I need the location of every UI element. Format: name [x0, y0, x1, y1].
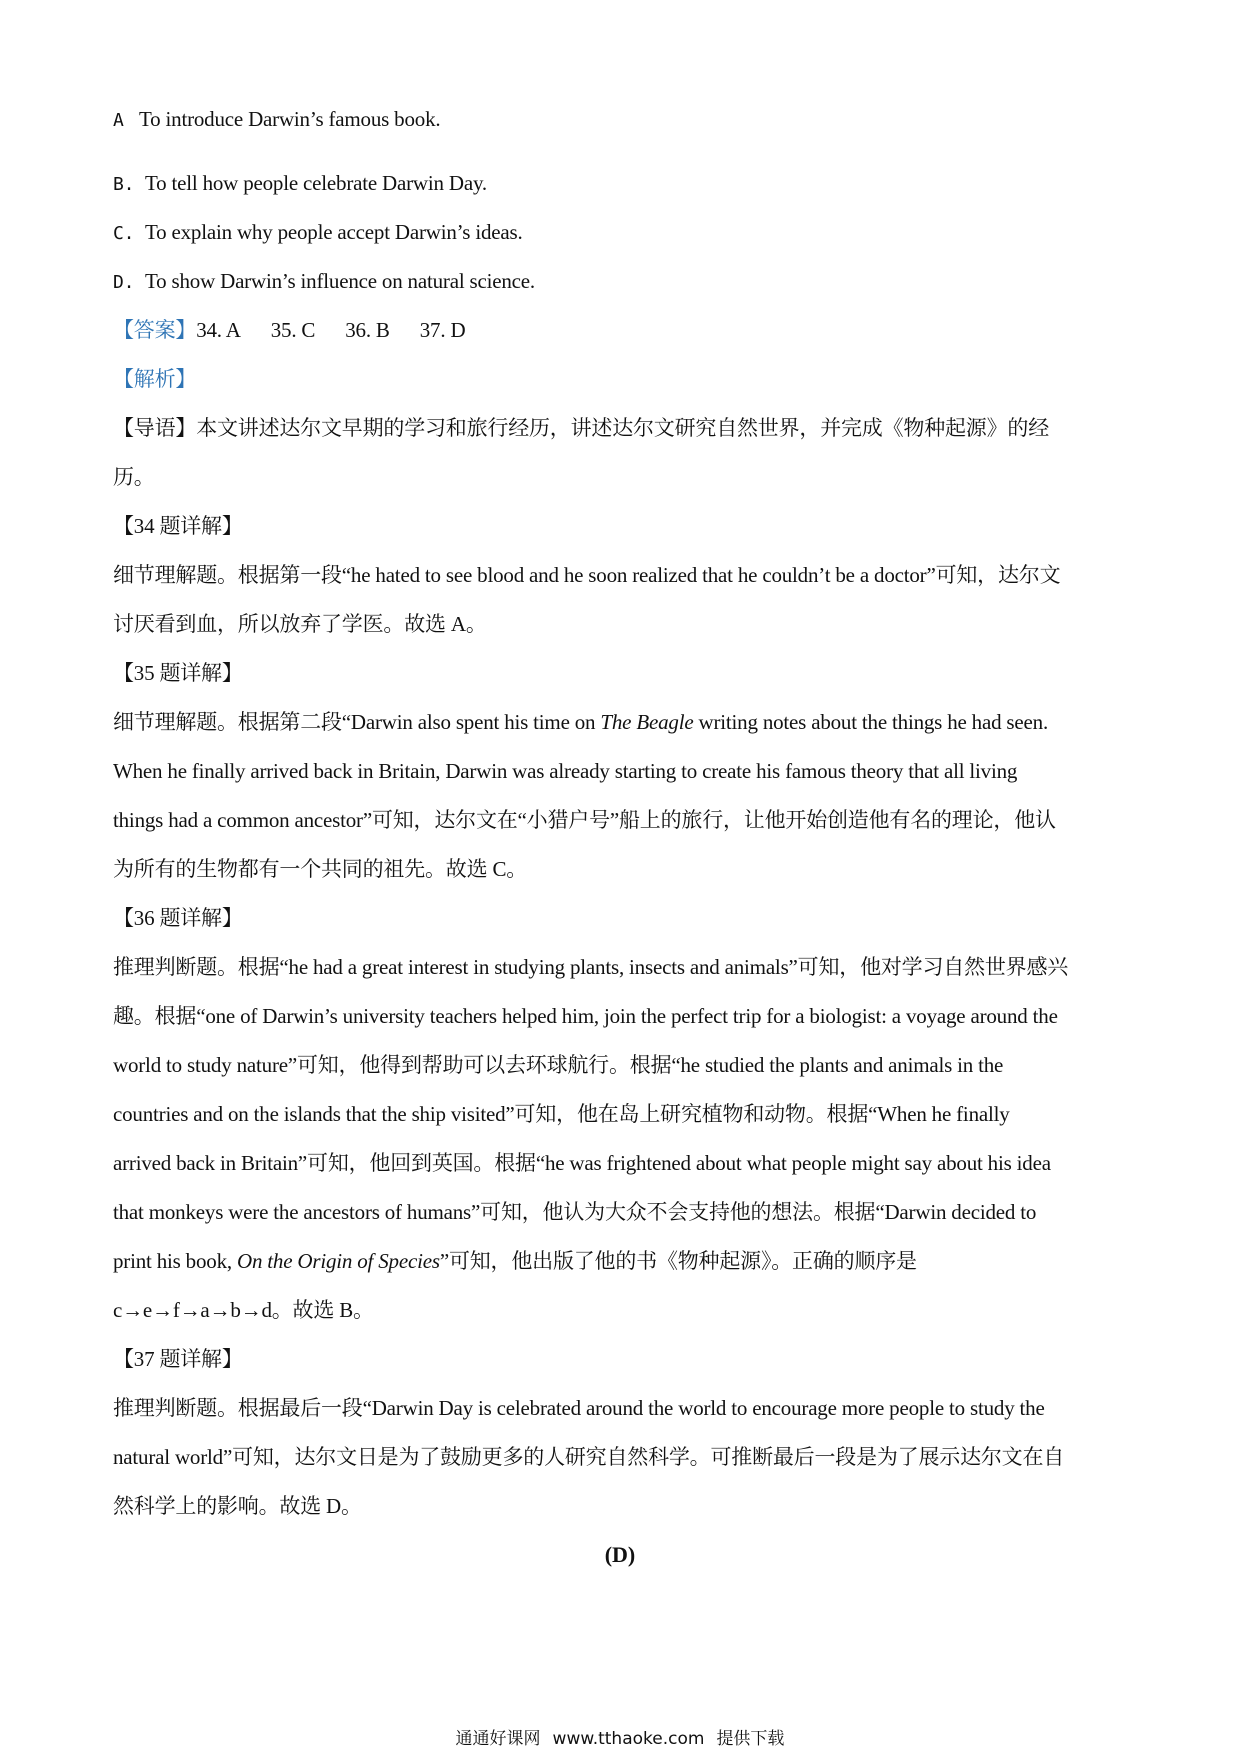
- intro-line-2: 历。: [113, 465, 155, 489]
- book-title: On the Origin of Species: [236, 1249, 440, 1273]
- footer-url[interactable]: www.tthaoke.com: [552, 1729, 705, 1749]
- footer-note: 提供下载: [716, 1729, 785, 1749]
- answer-item: 37. D: [419, 318, 466, 342]
- q36-heading: 【36 题详解】: [113, 906, 243, 930]
- q36-line-1: 推理判断题。根据“he had a great interest in studying plants, insects and animals”可知，他对学习自然世界感兴: [113, 955, 1069, 979]
- q35-line-1: [113, 707, 1133, 737]
- q34-heading: 【34 题详解】: [113, 514, 243, 538]
- q36-line-8: c→e→f→a→b→d。故选 B。: [113, 1298, 374, 1322]
- option-letter: D.: [113, 272, 135, 293]
- answer-item: 36. B: [345, 318, 390, 342]
- intro-line-1: 【导语】本文讲述达尔文早期的学习和旅行经历，讲述达尔文研究自然世界，并完成《物种起源》的经: [113, 416, 1049, 440]
- answer-item: 35. C: [270, 318, 316, 342]
- ship-name: The Beagle: [600, 710, 694, 734]
- q36-line-4: countries and on the islands that the ship visited”可知，他在岛上研究植物和动物。根据“When he finally: [113, 1102, 1010, 1126]
- q36-line-3: world to study nature”可知，他得到帮助可以去环球航行。根据“he studied the plants and animals in the: [113, 1053, 1004, 1077]
- q35-line-3: things had a common ancestor”可知，达尔文在“小猎户号”船上的旅行，让他开始创造他有名的理论，他认: [113, 808, 1056, 832]
- q35-heading: 【35 题详解】: [113, 661, 243, 685]
- q35-line-1-post: writing notes about the things he had seen.: [693, 710, 1049, 734]
- option-c: [113, 217, 1133, 249]
- q34-line-2: 讨厌看到血，所以放弃了学医。故选 A。: [113, 612, 487, 636]
- q36-line-7-pre: print his book,: [113, 1249, 237, 1273]
- q35-line-4: 为所有的生物都有一个共同的祖先。故选 C。: [113, 857, 528, 881]
- answer-label: 【答案】: [113, 318, 197, 342]
- option-text: To explain why people accept Darwin’s ideas.: [145, 220, 523, 244]
- q36-line-2: 趣。根据“one of Darwin’s university teachers helped him, join the perfect trip for a biologist: a voyage around the: [113, 1004, 1058, 1028]
- option-letter: A: [113, 110, 124, 131]
- option-text: To show Darwin’s influence on natural science.: [145, 269, 535, 293]
- option-letter: C.: [113, 223, 135, 244]
- q34-line-1: 细节理解题。根据第一段“he hated to see blood and he soon realized that he couldn’t be a doctor”可知，达尔文: [113, 563, 1061, 587]
- option-b: [113, 168, 1133, 200]
- footer-site-name: 通通好课网: [455, 1729, 541, 1749]
- option-letter: B.: [113, 174, 135, 195]
- section-title: (D): [604, 1542, 636, 1567]
- option-text: To introduce Darwin’s famous book.: [139, 107, 441, 131]
- q35-line-1-pre: 细节理解题。根据第二段“Darwin also spent his time on: [113, 710, 601, 734]
- q36-line-6: that monkeys were the ancestors of humans”可知，他认为大众不会支持他的想法。根据“Darwin decided to: [113, 1200, 1037, 1224]
- q36-line-7-post: ”可知，他出版了他的书《物种起源》。正确的顺序是: [439, 1249, 917, 1273]
- q36-line-5: arrived back in Britain”可知，他回到英国。根据“he was frightened about what people might say about his idea: [113, 1151, 1051, 1175]
- option-a: [113, 104, 1133, 136]
- page-footer: [0, 1728, 1240, 1750]
- q37-heading: 【37 题详解】: [113, 1347, 243, 1371]
- option-text: To tell how people celebrate Darwin Day.: [145, 171, 487, 195]
- q36-line-7: [113, 1246, 1133, 1276]
- answer-line: [113, 315, 1133, 345]
- option-d: [113, 266, 1133, 298]
- q37-line-3: 然科学上的影响。故选 D。: [113, 1494, 362, 1518]
- q37-line-1: 推理判断题。根据最后一段“Darwin Day is celebrated around the world to encourage more people to study the: [113, 1396, 1045, 1420]
- q35-line-2: When he finally arrived back in Britain, Darwin was already starting to create his famous theory that all living: [113, 759, 1018, 783]
- q37-line-2: natural world”可知，达尔文日是为了鼓励更多的人研究自然科学。可推断最后一段是为了展示达尔文在自: [113, 1445, 1065, 1469]
- answer-item: 34. A: [196, 318, 241, 342]
- analysis-label: 【解析】: [113, 367, 197, 391]
